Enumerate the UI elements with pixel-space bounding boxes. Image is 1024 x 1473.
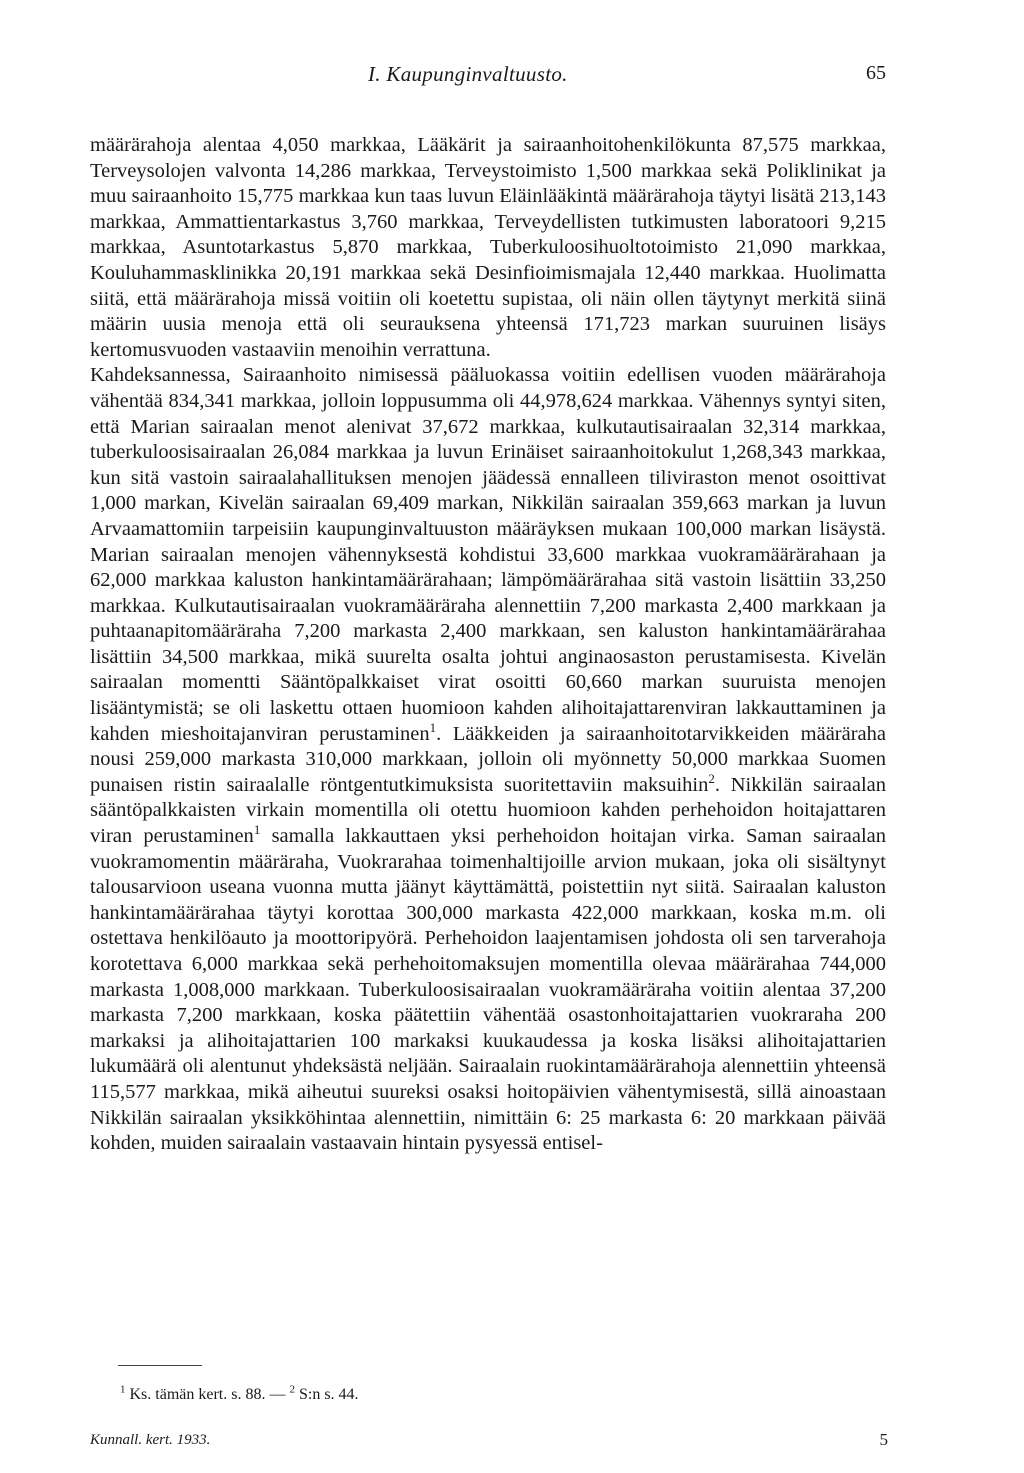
footer-publication: Kunnall. kert. 1933. [90,1432,211,1448]
footnote-ref-3: 1 [253,822,261,838]
footnote-ref-2: 2 [708,771,715,787]
footnote-mark-2: 2 [289,1383,295,1396]
running-title: I. Kaupunginvaltuusto. [368,62,568,86]
footnotes [120,1385,359,1405]
footer-signature-mark: 5 [879,1430,888,1449]
paragraph-1: määrärahoja alentaa 4,050 markkaa, Lääkärit ja sairaanhoitohenkilökunta 87,575 markkaa, Terveysolojen valvonta 14,286 markkaa, Terveystoimisto 1,500 markkaa sekä Poliklinikat ja muu sairaanhoito 15,775 markkaa kun taas luvun Eläinlääkintä määrärahoja täytyi lisätä 213,143 markkaa, Ammattientarkastus 3,760 markkaa, Terveydellisten tutkimusten laboratoori 9,215 markkaa, Asuntotarkastus 5,870 markkaa, Tuberkuloosihuoltotoimisto 21,090 markkaa, Kouluhammasklinikka 20,191 markkaa sekä Desinfioimismajala 12,440 markkaa. Huolimatta siitä, että määrärahoja missä voitiin oli koetettu supistaa, oli näin ollen täytynyt merkitä siinä määrin uusia menoja että oli seurauksena yhteensä 171,723 markan suuruinen lisäys kertomusvuoden vastaaviin menoihin verrattuna. [90,134,886,361]
paragraph-2 [90,363,886,1156]
paragraph-2-part-4: samalla lakkauttaen yksi perhehoidon hoitajan virka. Saman sairaalan vuokramomentin määräraha, Vuokrarahaa toimenhaltijoille arvion mukaan, joka oli sisältynyt talousarvioon useana vuonna mutta jäänyt käyttämättä, poistettiin nyt siitä. Sairaalan kaluston hankintamäärärahaa täytyi korottaa 300,000 markasta 422,000 markkaan, koska m.m. oli ostettava henkilöauto ja moottoripyörä. Perhehoidon laajentamisen johdosta oli sen tarverahoja korotettava 6,000 markkaa sekä perhehoitomaksujen momentilla olevaa määrärahaa 744,000 markasta 1,008,000 markkaan. Tuberkuloosisairaalan vuokramääräraha voitiin alentaa 37,200 markasta 7,200 markkaan, koska päätettiin vähentää osastonhoitajattarien vuokraraha 200 markaksi ja alihoitajattarien 100 markaksi kuukaudessa ja koska lisäksi alihoitajattarien lukumäärä oli alentunut yhdeksästä neljään. Sairaalain ruokintamäärärahoja alennettiin yhteensä 115,577 markkaa, mikä aiheutui suureksi osaksi hoitopäivien vähentymisestä, sillä ainoastaan Nikkilän sairaalan yksikköhintaa alennettiin, nimittäin 6: 25 markasta 6: 20 markkaan päivää kohden, muiden sairaalain vastaavain hintain pysyessä entisel- [90,825,886,1155]
page-number: 65 [866,62,886,84]
paragraph-2-part-1: Kahdeksannessa, Sairaanhoito nimisessä pääluokassa voitiin edellisen vuoden määrärahoja vähentää 834,341 markkaa, jolloin loppusumma oli 44,978,624 markkaa. Vähennys syntyi siten, että Marian sairaalan menot alenivat 37,672 markkaa, kulkutautisairaalan 32,314 markkaa, tuberkuloosisairaalan 26,084 markkaa ja luvun Erinäiset sairaanhoitokulut 1,268,343 markkaa, kun sitä vastoin sairaalahallituksen menojen jäädessä ennalleen tiliviraston menot osoittivat 1,000 markan, Kivelän sairaalan 69,409 markan, Nikkilän sairaalan 359,663 markan ja luvun Arvaamattomiin tarpeisiin kaupunginvaltuuston määräyksen mukaan 100,000 markan lisäystä. Marian sairaalan menojen vähennyksestä kohdistui 33,600 markkaa vuokramäärärahaan ja 62,000 markkaa kaluston hankintamäärärahaan; lämpömäärärahaa sitä vastoin lisättiin 33,250 markkaa. Kulkutautisairaalan vuokramääräraha alennettiin 7,200 markasta 2,400 markkaan ja puhtaanapitomääräraha 7,200 markasta 2,400 markkaan, sen kaluston hankintamäärärahaa lisättiin 34,500 markkaa, mikä suurelta osalta johtui anginaosaston perustamisesta. Kivelän sairaalan momentti Sääntöpalkkaiset virat osoitti 60,660 markan suuruista menojen lisääntymistä; se oli laskettu ottaen huomioon kahden alihoitajattarenviran lakkauttaminen ja kahden mieshoitajanviran perustaminen [90,364,886,745]
running-header [90,62,886,92]
paragraph-2-part-3: . Nikkilän sairaalan sääntöpalkkaisten virkain momentilla oli otettu huomioon kahden perhehoidon hoitajattaren viran perustaminen [90,773,886,848]
paragraph-2-part-2: . Lääkkeiden ja sairaanhoitotarvikkeiden määräraha nousi 259,000 markasta 310,000 markkaan, jolloin oli myönnetty 50,000 markkaa Suomen punaisen ristin sairaalalle röntgentutkimuksista suoritettaviin maksuihin [90,722,886,796]
footnote-ref-1: 1 [429,719,437,735]
body-text [90,133,886,1157]
footnote-divider [118,1365,202,1366]
footnote-mark-1: 1 [120,1383,126,1396]
footnote-text-1: Ks. tämän kert. s. 88. — [125,1386,286,1403]
footnote-text-2: S:n s. 44. [294,1386,359,1403]
